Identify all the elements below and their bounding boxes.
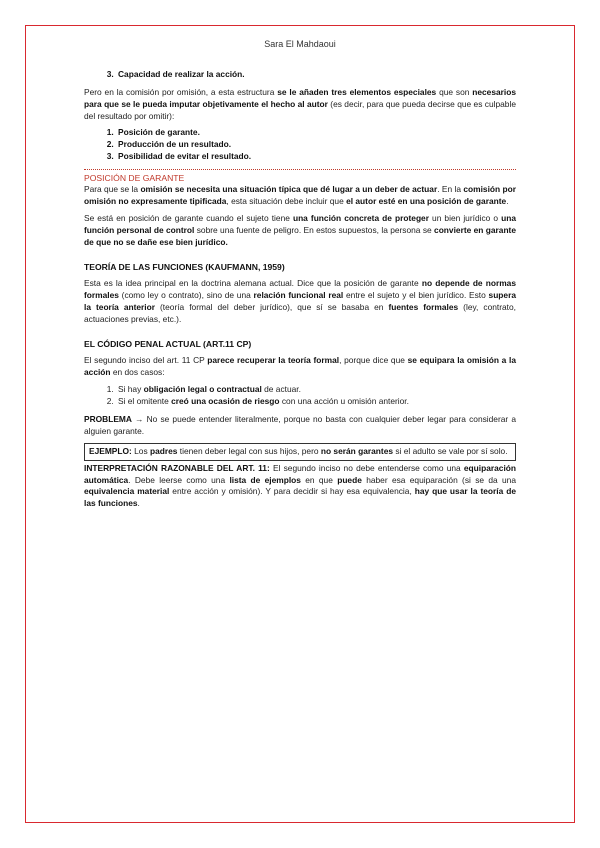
text: haber esa equiparación (si se da una — [361, 474, 516, 485]
document-body — [84, 38, 516, 515]
heading-teoria-funciones: TEORÍA DE LAS FUNCIONES (KAUFMANN, 1959) — [84, 262, 285, 273]
bold-text: el autor esté en una posición de garante — [346, 196, 507, 207]
text: entre acción y omisión). Y para decidir si hay esa equivalencia, — [169, 486, 415, 497]
bold-text: lista de ejemplos — [229, 474, 301, 485]
paragraph-intro — [84, 87, 516, 123]
bold-text: fuentes formales — [388, 302, 459, 313]
text: entre el sujeto y el bien jurídico. Esto — [343, 290, 489, 301]
paragraph-definicion-garante — [84, 213, 516, 249]
text: Para que se la — [84, 184, 141, 195]
bold-text: EJEMPLO: — [89, 445, 132, 456]
list-item: 2. Producción de un resultado. — [116, 139, 516, 151]
text: Esta es la idea principal en la doctrina alemana actual. Dice que la posición de garante — [84, 278, 422, 289]
text: (como ley o contrato), sino de una — [118, 290, 254, 301]
text: Si el omitente — [118, 395, 172, 406]
paragraph-interpretacion — [84, 463, 516, 511]
bold-text: padres — [149, 445, 178, 456]
paragraph-problema — [84, 414, 516, 438]
paragraph-situacion-tipica — [84, 184, 516, 208]
text: . — [506, 196, 509, 207]
bold-text: una función personal de control — [84, 213, 516, 236]
text: El segundo inciso no debe entenderse como una — [269, 462, 464, 473]
bold-text: omisión se necesita una situación típica que dé lugar a un deber de actuar — [140, 184, 438, 195]
text: Se está en posición de garante cuando el sujeto tiene — [84, 213, 293, 224]
bold-text: se equipara la omisión a la acción — [84, 355, 516, 378]
list-item — [116, 396, 516, 408]
bold-text: hay que usar la teoría de las funciones — [84, 486, 516, 509]
text: Pero en la comisión por omisión, a esta estructura — [84, 86, 278, 97]
bold-text: una función concreta de proteger — [292, 213, 429, 224]
bold-text: puede — [337, 474, 362, 485]
text: , esta situación debe incluir que — [226, 196, 347, 207]
list-item: 3. Posibilidad de evitar el resultado. — [116, 151, 516, 163]
text: con una acción u omisión anterior. — [279, 395, 409, 406]
paragraph-codigo-penal — [84, 355, 516, 379]
bold-text: obligación legal o contractual — [143, 383, 262, 394]
text: sobre una fuente de peligro. En estos supuestos, la persona se — [194, 225, 435, 236]
list-item: 1. Posición de garante. — [116, 127, 516, 139]
list-item: 3. Capacidad de realizar la acción. — [116, 69, 516, 81]
paragraph-teoria-funciones — [84, 278, 516, 326]
bold-text: PROBLEMA — [84, 413, 132, 424]
bold-text: equiparación automática — [84, 462, 516, 485]
text: . Debe leerse como una — [128, 474, 230, 485]
bold-text: parece recuperar la teoría formal — [207, 355, 340, 366]
bold-text: convierte en garante de que no se dañe ese bien jurídico. — [84, 225, 517, 248]
text: No se puede entender literalmente, porque no basta con cualquier deber legar para considerar a alguien garante. — [84, 413, 516, 436]
bold-text: se le añaden tres elementos especiales — [277, 86, 437, 97]
page-header-author: Sara El Mahdaoui — [264, 39, 336, 49]
text: tienen deber legal con sus hijos, pero — [177, 445, 321, 456]
text: en que — [300, 474, 338, 485]
bold-text: equivalencia material — [84, 486, 170, 497]
text: , porque dice que — [339, 355, 408, 366]
bold-text: INTERPRETACIÓN RAZONABLE DEL ART. 11: — [84, 462, 270, 473]
bold-text: creó una ocasión de riesgo — [171, 395, 280, 406]
arrow-icon: → — [131, 413, 147, 424]
numbered-list-elements — [84, 127, 516, 163]
example-box — [84, 443, 516, 461]
text: (es decir, para que pueda decirse que es culpable del resultado por omitir): — [84, 98, 516, 121]
text: en dos casos: — [110, 367, 165, 378]
text: (ley, contrato, actuaciones previas, etc.). — [84, 302, 516, 324]
text: . En la — [437, 184, 464, 195]
text: que son — [436, 86, 473, 97]
text: si el adulto se vale por sí solo. — [393, 445, 508, 456]
text: (teoría formal del deber jurídico), que sí se basaba en — [155, 302, 389, 313]
bold-text: relación funcional real — [253, 290, 344, 301]
section-heading-posicion-garante: POSICIÓN DE GARANTE — [84, 169, 516, 184]
text: Los — [131, 445, 150, 456]
bold-text: comisión por omisión no expresamente tipificada — [84, 184, 516, 207]
bold-text: necesarios para que se le pueda imputar objetivamente el hecho al autor — [84, 86, 516, 109]
bold-text: supera la teoría anterior — [84, 290, 516, 313]
list-item — [116, 384, 516, 396]
text: El segundo inciso del art. 11 CP — [84, 355, 208, 366]
numbered-list-casos — [84, 384, 516, 408]
text: . — [137, 498, 140, 509]
bold-text: no serán garantes — [320, 445, 394, 456]
bold-text: no depende de normas formales — [84, 278, 517, 301]
text: de actuar. — [261, 383, 301, 394]
heading-codigo-penal: EL CÓDIGO PENAL ACTUAL (ART.11 CP) — [84, 338, 252, 349]
numbered-list-top — [84, 69, 516, 81]
text: un bien jurídico o — [428, 213, 502, 224]
text: Si hay — [118, 383, 144, 394]
